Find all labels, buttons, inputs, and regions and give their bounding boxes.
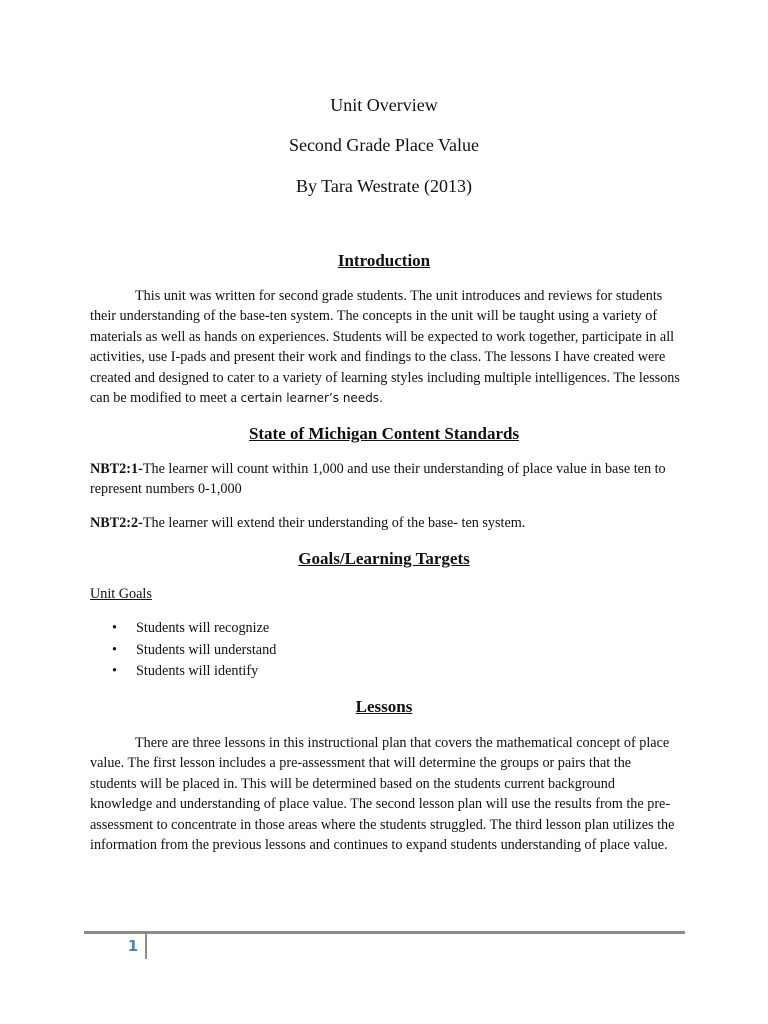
- introduction-text: This unit was written for second grade students. The unit introduces and reviews for students their understanding of the base-ten system. The concepts in the unit will be taught using a variety of materials as well as hands on experiences. Students will be expected to work together, participate in all activities, use I-pads and present their work and findings to the class. The lessons I have created were created and designed to cater to a variety of learning styles including multiple intelligences. The lessons can be modified to meet a: [90, 288, 680, 407]
- bullet-icon: •: [112, 641, 117, 658]
- standard-code: NBT2:1-: [90, 461, 143, 477]
- list-item: [90, 618, 276, 640]
- bullet-icon: •: [112, 620, 117, 636]
- bullet-icon: •: [112, 663, 117, 679]
- document-author-line: By Tara Westrate (2013): [295, 176, 473, 196]
- goal-text: Students will recognize: [136, 620, 270, 636]
- introduction-paragraph: [90, 286, 680, 408]
- standard-item: [90, 459, 680, 500]
- list-item: [90, 640, 276, 662]
- unit-goals-list: [90, 618, 276, 683]
- standard-text: The learner will extend their understanding of the base- ten system.: [142, 515, 526, 531]
- page-number: 1: [127, 937, 139, 955]
- introduction-heading: Introduction: [337, 251, 431, 270]
- lessons-paragraph: There are three lessons in this instructional plan that covers the mathematical concept of place value. The first lesson includes a pre-assessment that will determine the groups or pairs that the students will be placed in. This will be determined based on the students current background knowledge and understanding of place value. The second lesson plan will use the results from the pre-assessment to concentrate in those areas where the students struggled. The third lesson plan utilizes the information from the previous lessons and continues to expand students understanding of place value.: [90, 735, 675, 854]
- standard-item: [90, 513, 680, 533]
- document-title: Unit Overview: [330, 95, 438, 115]
- document-subtitle: Second Grade Place Value: [288, 135, 480, 155]
- footer-divider: [145, 934, 147, 959]
- standard-code: NBT2:2-: [90, 515, 143, 531]
- standards-heading: State of Michigan Content Standards: [248, 424, 520, 443]
- goals-heading: Goals/Learning Targets: [298, 549, 470, 568]
- footer-rule: [84, 931, 685, 934]
- introduction-text-tail: certain learner’s needs.: [240, 391, 383, 406]
- goal-text: Students will identify: [136, 663, 259, 679]
- list-item: [90, 661, 276, 683]
- standard-text: The learner will count within 1,000 and use their understanding of place value in base ten to represent numbers 0-1,000: [90, 461, 666, 498]
- lessons-heading: Lessons: [355, 697, 413, 716]
- goal-text: Students will understand: [136, 641, 277, 658]
- unit-goals-label: Unit Goals: [90, 586, 152, 602]
